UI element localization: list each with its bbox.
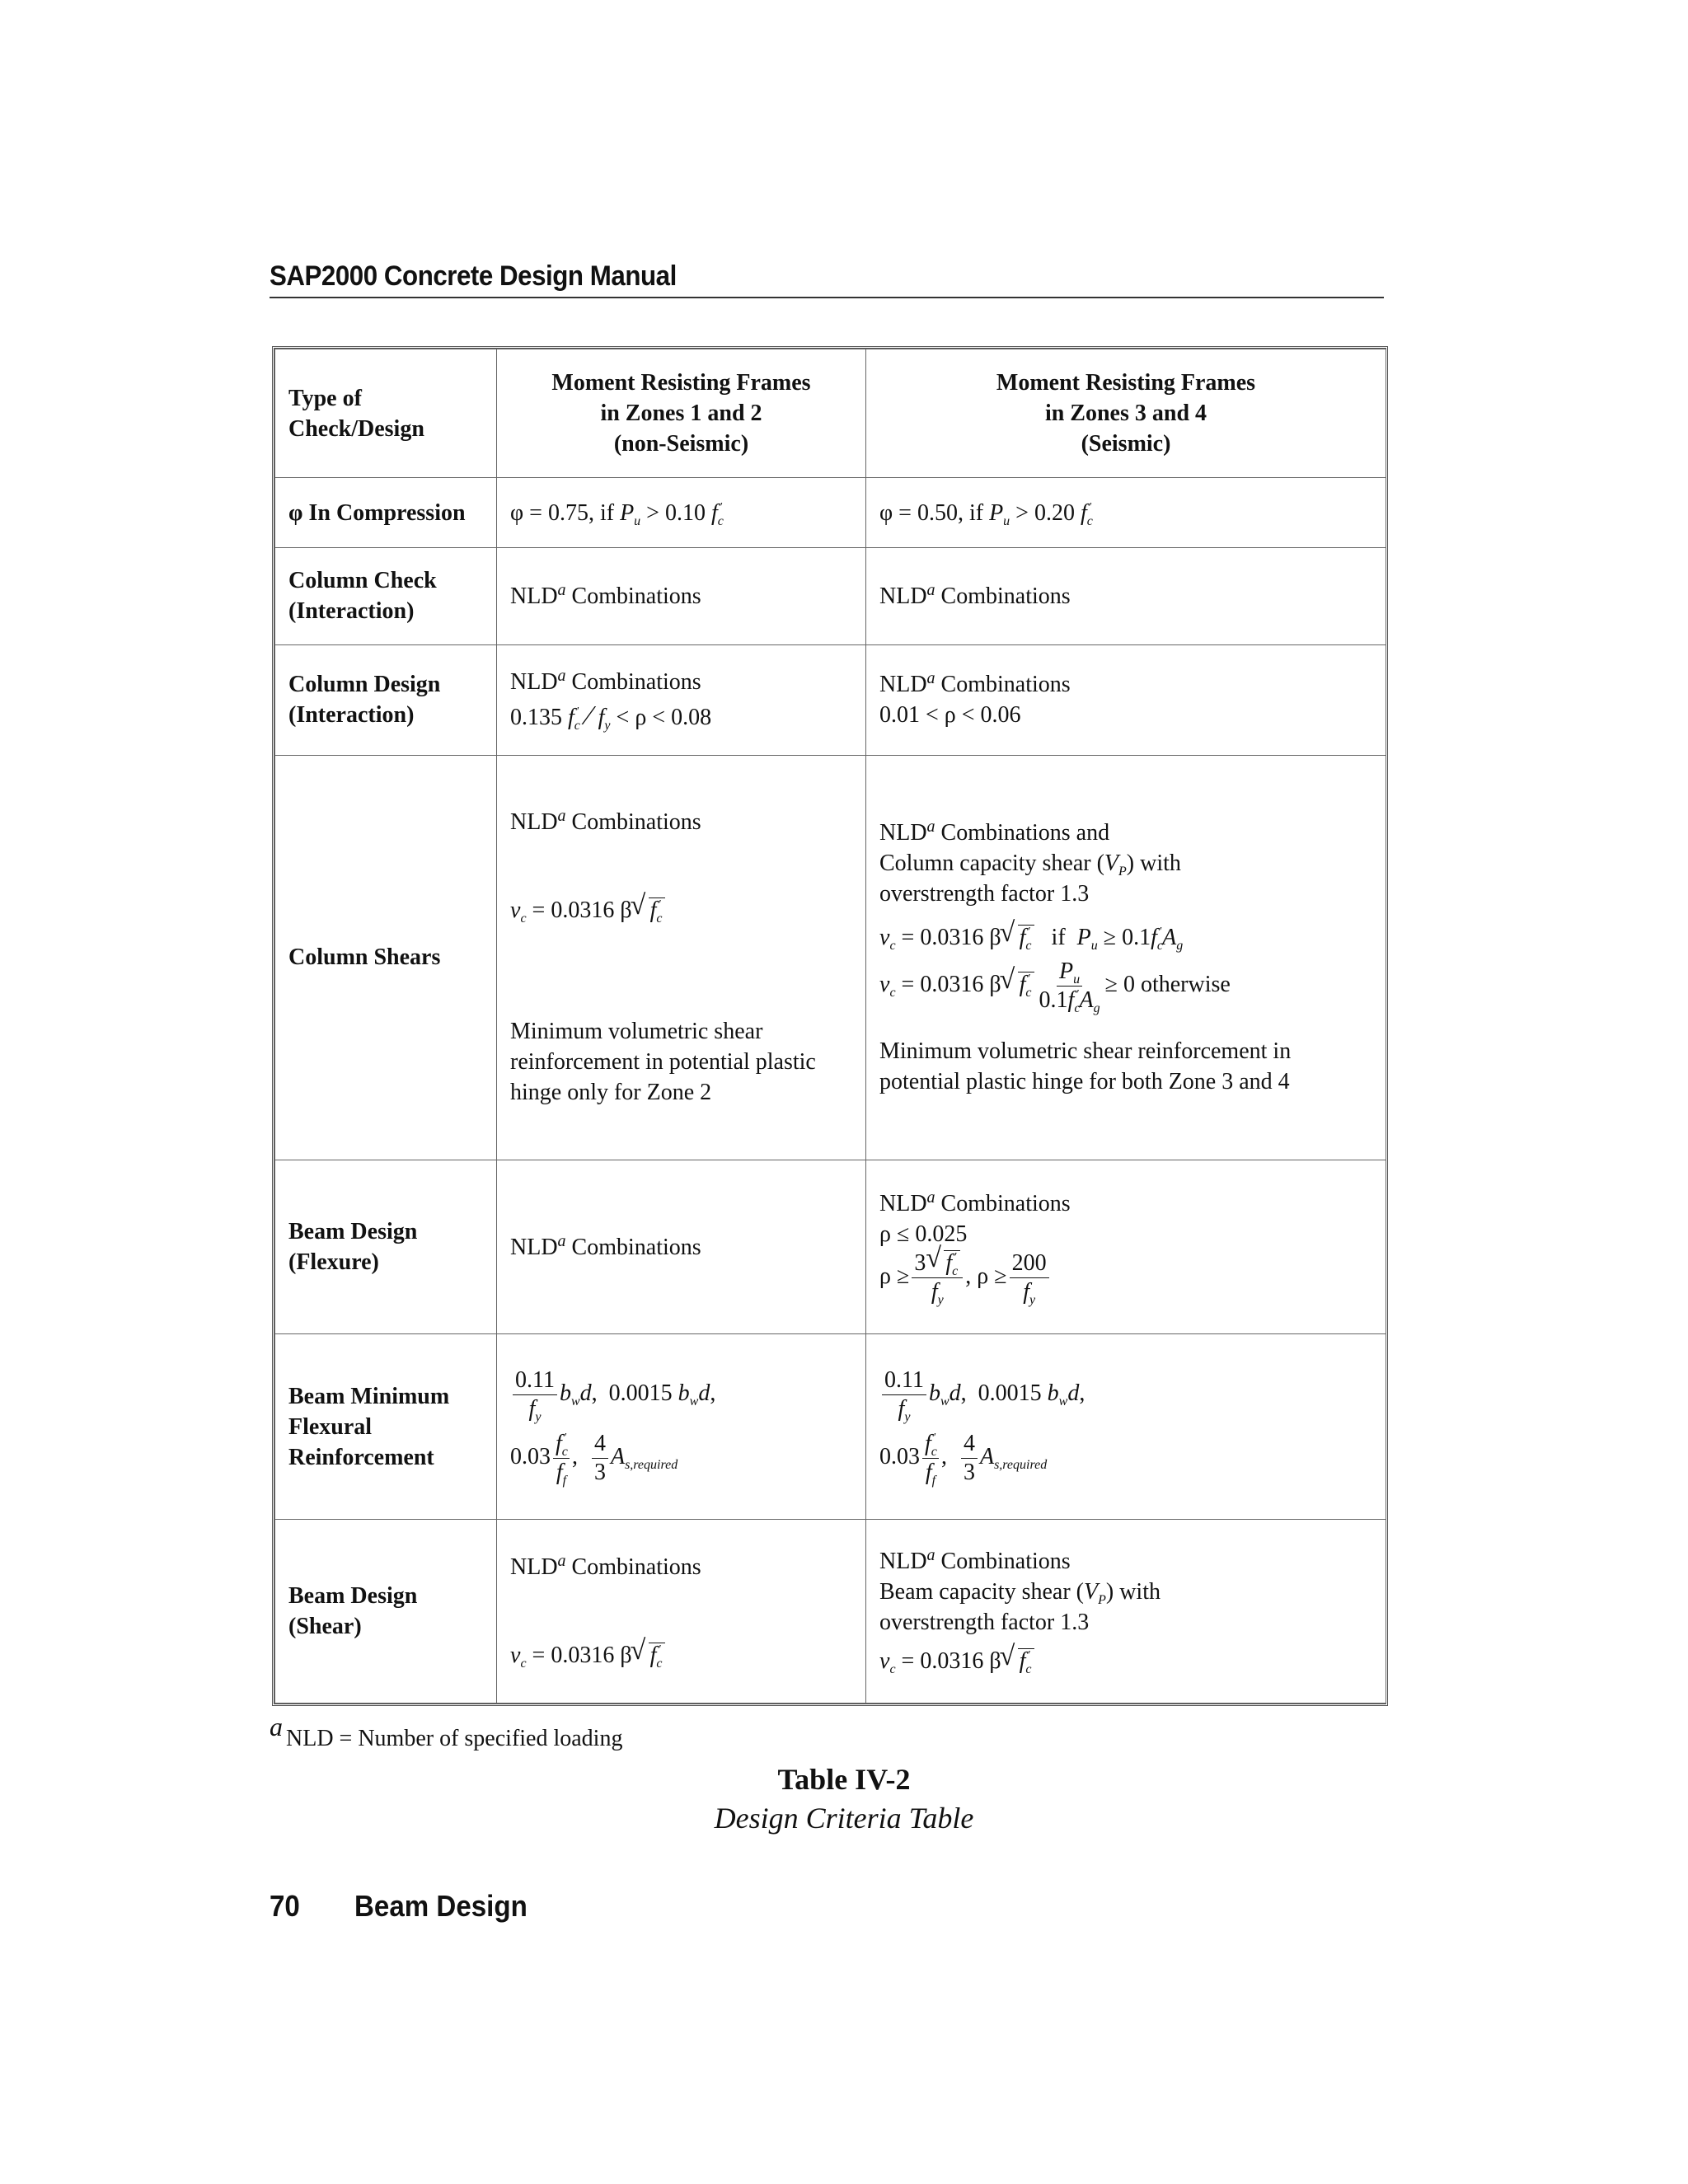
cell-column-check-z12 (497, 547, 866, 644)
header-line: Moment Resisting Frames (996, 370, 1256, 396)
nld-text: NLD (510, 1554, 558, 1581)
table-row (275, 755, 1386, 1160)
header-line: Moment Resisting Frames (551, 370, 811, 396)
footnote-text: NLD = Number of specified loading (286, 1726, 623, 1751)
page-number: 70 (270, 1889, 300, 1923)
rho-max-text: ρ ≤ 0.025 (879, 1221, 968, 1247)
phi-text: φ = 0.75, if (510, 499, 621, 526)
coef-fraction: $\frac{0.11}{f_y}$ (882, 1366, 926, 1423)
table-row (275, 1160, 1386, 1334)
header-line: (Seismic) (1081, 431, 1171, 457)
combinations-text: Combinations (935, 1190, 1071, 1216)
header-line: (non-Seismic) (613, 431, 749, 457)
nld-text: NLD (879, 672, 927, 698)
table-footnote (270, 1712, 623, 1752)
nld-text: NLD (510, 669, 558, 696)
nld-text: NLD (879, 583, 927, 609)
footer-section-title: Beam Design (354, 1889, 528, 1923)
rho-min-text: ρ ≥ (879, 1263, 910, 1289)
otherwise-text: ≥ 0 otherwise (1104, 972, 1231, 998)
limit-text: 0.01 < ρ < 0.06 (879, 702, 1021, 729)
footnote-ref: a (926, 580, 935, 599)
vc-text: = 0.0316 β (895, 925, 1001, 951)
cell-compression-z12: φ = 0.75, if $P_u > 0.10$ $f_c'$ (497, 478, 866, 548)
row-label-beam-shear: Beam Design (Shear) (275, 1520, 497, 1704)
cell-beam-minimum-z34: $\frac{0.11}{f_y}$ $b_wd$, 0.0015 $b_wd$, 0.03 $\frac{f_c'}{f_f}$ , $\frac{4}{3}$ $A_{s,required}$ (866, 1334, 1386, 1520)
col-header-zones-1-2 (497, 349, 866, 478)
rho-min-text: , ρ ≥ (965, 1263, 1007, 1289)
min-reinforcement-text: Minimum volumetric shear reinforcement in potential plastic hinge only for Zone 2 (510, 1019, 816, 1106)
footnote-ref: a (557, 667, 566, 686)
cell-compression-z34: φ = 0.50, if $P_u > 0.20$ $f_c'$ (866, 478, 1386, 548)
combinations-text: Combinations (935, 672, 1071, 698)
footnote-ref: a (557, 580, 566, 599)
cell-column-design-z34 (866, 644, 1386, 755)
limit-text: < ρ < 0.08 (610, 705, 712, 731)
rho-200-fraction: $\frac{200}{f_y}$ (1010, 1249, 1049, 1306)
vc-text: = 0.0316 β (526, 898, 632, 924)
table-header-row (275, 349, 1386, 478)
coef-fraction: $\frac{0.11}{f_y}$ (513, 1366, 557, 1423)
table-caption-title: Design Criteria Table (714, 1802, 974, 1835)
footnote-ref: a (926, 669, 935, 688)
table-row (275, 644, 1386, 755)
combinations-text: Combinations and (935, 820, 1110, 846)
axial-ratio-fraction: $\frac{P_u}{0.1f_c'A_g}$ (1039, 958, 1100, 1016)
cell-beam-shear-z12: NLD$^a$ Combinations $v_c = 0.0316$ β√ $f_c'$ (497, 1520, 866, 1704)
capacity-text: Beam capacity shear ( (879, 1579, 1084, 1605)
footnote-mark: a (270, 1712, 283, 1741)
phi-text: φ = 0.50, if (879, 499, 990, 526)
row-label-column-shears: Column Shears (275, 755, 497, 1160)
cell-beam-flexure-z34 (866, 1160, 1386, 1334)
capacity-text: ) with (1126, 851, 1181, 877)
footnote-ref: a (557, 1552, 566, 1571)
table-row (275, 1334, 1386, 1520)
nld-text: NLD (510, 583, 558, 609)
row-label-column-check: Column Check (Interaction) (275, 547, 497, 644)
table-row (275, 478, 1386, 548)
footnote-ref: a (557, 1231, 566, 1250)
cell-beam-flexure-z12 (497, 1160, 866, 1334)
min-reinforcement-text: Minimum volumetric shear reinforcement in potential plastic hinge for both Zone 3 and 4 (879, 1038, 1292, 1095)
vc-text: = 0.0316 β (895, 972, 1001, 998)
cell-column-check-z34 (866, 547, 1386, 644)
capacity-text: ) with (1105, 1579, 1160, 1605)
row-label-beam-minimum: Beam Minimum Flexural Reinforcement (275, 1334, 497, 1520)
design-criteria-table (272, 346, 1388, 1706)
row-label-column-design: Column Design (Interaction) (275, 644, 497, 755)
nld-text: NLD (510, 809, 558, 836)
footnote-ref: a (926, 818, 935, 837)
header-line: in Zones 1 and 2 (600, 401, 762, 427)
vc-text: = 0.0316 β (895, 1648, 1001, 1675)
footnote-ref: a (926, 1546, 935, 1565)
footnote-ref: a (926, 1188, 935, 1207)
fc-ff-fraction: $\frac{f_c'}{f_f}$ (553, 1430, 570, 1487)
nld-text: NLD (879, 820, 927, 846)
capacity-text: Column capacity shear ( (879, 851, 1104, 877)
limit-text: 0.135 (510, 705, 568, 731)
combinations-text: Combinations (935, 583, 1071, 609)
combinations-text: Combinations (565, 1234, 701, 1260)
vc-text: = 0.0316 β (526, 1643, 632, 1669)
cell-beam-minimum-z12: $\frac{0.11}{f_y}$ $b_wd$, 0.0015 $b_wd$, 0.03 $\frac{f_c'}{f_f}$ , $\frac{4}{3}$ $A_{s,required}$ (497, 1334, 866, 1520)
four-thirds-fraction: $\frac{4}{3}$ (592, 1430, 608, 1487)
header-rule (270, 297, 1384, 298)
table-row (275, 547, 1386, 644)
combinations-text: Combinations (565, 809, 701, 836)
overstrength-text: overstrength factor 1.3 (879, 881, 1090, 907)
nld-text: NLD (510, 1234, 558, 1260)
rho-min-fraction: $\frac{3√ f_c'}{f_y}$ (912, 1249, 963, 1306)
row-label-beam-flexure: Beam Design (Flexure) (275, 1160, 497, 1334)
if-text: if (1051, 925, 1066, 951)
compare-text: > 0.20 (1010, 499, 1081, 526)
nld-text: NLD (879, 1549, 927, 1575)
cell-column-shears-z12: NLD$^a$ Combinations $v_c = 0.0316$ β√ $f_c'$ Minimum volumetric shear reinforcement in potential plastic hinge only for Zone 2 (497, 755, 866, 1160)
running-header-title: SAP2000 Concrete Design Manual (270, 260, 677, 292)
combinations-text: Combinations (935, 1549, 1071, 1575)
cell-column-design-z12: NLD$^a$ Combinations 0.135 $f_c'$ ⁄ $f_y < \rho < 0.08$ (497, 644, 866, 755)
combinations-text: Combinations (565, 583, 701, 609)
combinations-text: Combinations (565, 1554, 701, 1581)
table-row (275, 1520, 1386, 1704)
header-line: in Zones 3 and 4 (1044, 401, 1207, 427)
table-caption-number: Table IV-2 (777, 1763, 911, 1796)
cell-column-shears-z34: NLD$^a$ Combinations and Column capacity shear $(V_P)$ with overstrength factor 1.3 $v_c = 0.0316$ β√ $f_c'$ if $P_u \ge 0.1f_c'A_g$ $v_c = 0.0316$ β√ $f_c'$ $\frac{P_u}{0.1f_c'A_g}$ ≥ 0 otherwise Minimum volumetric shear reinforcement in potential plastic hinge for both Zone 3 and 4 (866, 755, 1386, 1160)
footnote-ref: a (557, 807, 566, 826)
col-header-type: Type of Check/Design (275, 349, 497, 478)
row-label-compression: φ In Compression (275, 478, 497, 548)
fc-ff-fraction: $\frac{f_c'}{f_f}$ (922, 1430, 939, 1487)
nld-text: NLD (879, 1190, 927, 1216)
compare-text: > 0.10 (640, 499, 711, 526)
overstrength-text: overstrength factor 1.3 (879, 1610, 1090, 1636)
cell-beam-shear-z34: NLD$^a$ Combinations Beam capacity shear $(V_P)$ with overstrength factor 1.3 $v_c = 0.0316$ β√ $f_c'$ (866, 1520, 1386, 1704)
col-header-zones-3-4 (866, 349, 1386, 478)
four-thirds-fraction: $\frac{4}{3}$ (961, 1430, 978, 1487)
combinations-text: Combinations (565, 669, 701, 696)
